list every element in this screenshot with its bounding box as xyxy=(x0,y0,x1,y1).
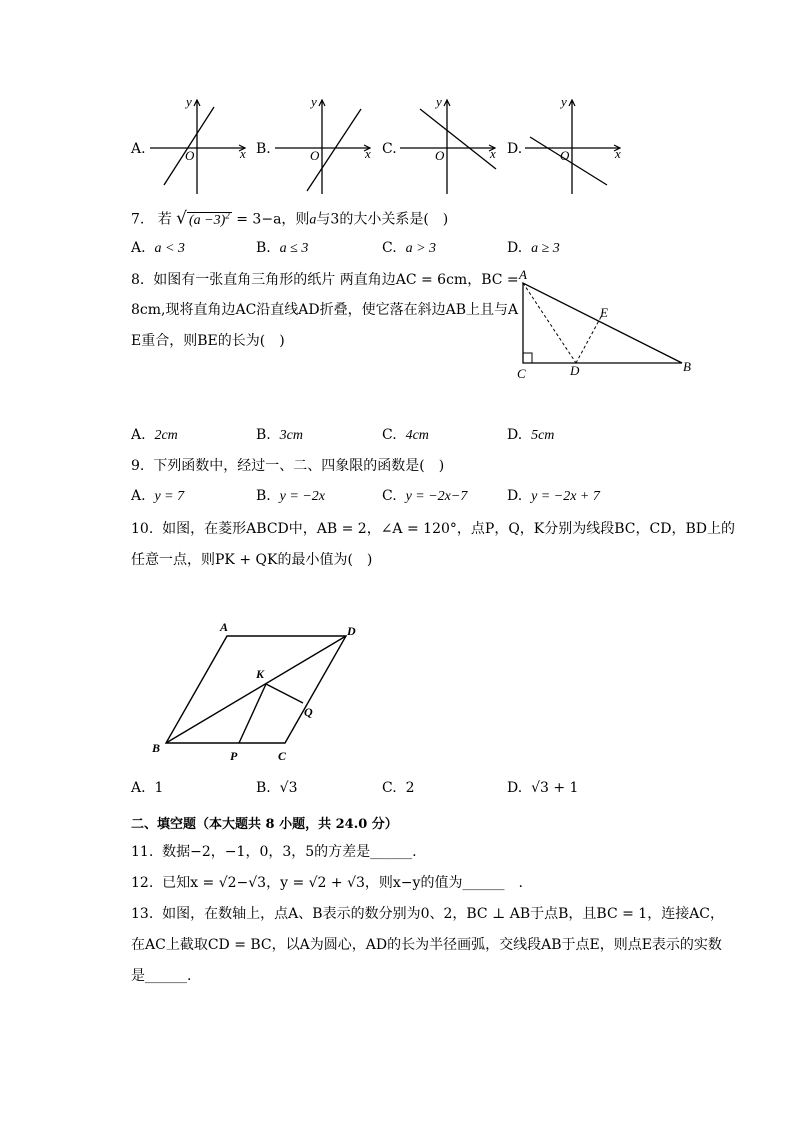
q10-stem-line2: 任意一点，则PK + QK的最小值为( ) xyxy=(131,552,373,568)
q13-stem-line2: 在AC上截取CD = BC，以A为圆心，AD的长为半径画弧，交线段AB于点E，则点E表示的实数 xyxy=(131,937,722,953)
origin-label: O xyxy=(560,148,570,163)
y-axis-label: y xyxy=(186,94,192,109)
label-a: A xyxy=(519,267,527,282)
q10-option-b[interactable]: B. √3 xyxy=(256,780,298,796)
q8-stem-line2: 8cm,现将直角边AC沿直线AD折叠，使它落在斜边AB上且与A xyxy=(131,302,519,318)
q8-stem-line3: E重合，则BE的长为( ) xyxy=(131,333,285,349)
exponent: 2 xyxy=(225,210,230,220)
q9-option-d[interactable]: D. y = −2x + 7 xyxy=(507,488,600,504)
y-axis-label: y xyxy=(311,94,317,109)
q7-number: 7. xyxy=(131,211,145,228)
q10-number: 10. xyxy=(131,521,154,537)
sqrt-radicand: $(a -3)^2$ xyxy=(189,210,230,228)
q12-stem xyxy=(131,873,523,893)
label-d: D xyxy=(347,624,356,638)
q10-option-c[interactable]: C. 2 xyxy=(382,780,415,796)
triangle-acb xyxy=(523,283,682,363)
section-2-title: 二、填空题（本大题共 8 小题，共 24.0 分） xyxy=(131,817,398,832)
q9-option-a[interactable]: A. y = 7 xyxy=(131,488,185,504)
q7-var-a: a xyxy=(309,212,317,228)
q8-number: 8. xyxy=(131,272,145,288)
q8-figure xyxy=(510,265,700,380)
q12-text[interactable]: 已知x = √2−√3，y = √2 + √3，则x−y的值为______ . xyxy=(162,875,523,891)
q13-stem-line3[interactable]: 是______. xyxy=(131,968,192,984)
function-line xyxy=(164,107,214,185)
diagonal-bd xyxy=(166,636,346,743)
q8-option-b[interactable]: B. 3cm xyxy=(256,427,303,443)
q9-stem: 9. 下列函数中，经过一、二、四象限的函数是( ) xyxy=(131,458,445,474)
label-c: C xyxy=(517,366,526,381)
q7-option-d[interactable]: D. a ≥ 3 xyxy=(507,240,560,256)
label-d: D xyxy=(570,363,580,378)
label-b: B xyxy=(152,741,161,755)
q7-text-mid: = 3−a，则 xyxy=(236,211,310,228)
q7-option-b[interactable]: B. a ≤ 3 xyxy=(256,240,309,256)
q9-option-c[interactable]: C. y = −2x−7 xyxy=(382,488,468,504)
q13-number: 13. xyxy=(131,906,154,922)
q9-number: 9. xyxy=(131,458,145,474)
q8-option-a[interactable]: A. 2cm xyxy=(131,427,178,443)
x-axis-label: x xyxy=(615,146,621,161)
q13-stem-line1: 13. 如图，在数轴上，点A、B表示的数分别为0、2，BC ⊥ AB于点B，且BC = 1，连接AC， xyxy=(131,906,725,922)
q12-number: 12. xyxy=(131,875,154,891)
q7-text-pre: 若 xyxy=(157,211,172,228)
q6-option-a-label[interactable]: A. xyxy=(131,141,146,157)
q6-graph-a xyxy=(150,95,250,195)
q11-text[interactable]: 数据−2，−1，0，3，5的方差是______. xyxy=(162,844,417,860)
q6-graph-b xyxy=(275,95,375,195)
q7-stem xyxy=(131,205,448,231)
label-a: A xyxy=(220,620,229,634)
sqrt-expression xyxy=(176,205,232,231)
q7-text-post: 与3的大小关系是( ) xyxy=(316,211,449,228)
x-axis-label: x xyxy=(365,146,371,161)
origin-label: O xyxy=(310,148,320,163)
sqrt-sign-icon: √ xyxy=(176,208,188,229)
q6-graph-c xyxy=(400,95,500,195)
q6-graph-d xyxy=(525,95,625,195)
label-b: B xyxy=(683,359,691,374)
label-k: K xyxy=(256,667,265,681)
q11-stem xyxy=(131,842,417,862)
q10-figure xyxy=(145,615,375,770)
label-e: E xyxy=(600,305,608,320)
q8-option-d[interactable]: D. 5cm xyxy=(507,427,555,443)
q6-option-b-label[interactable]: B. xyxy=(256,141,271,157)
segment-kq xyxy=(266,684,303,703)
q11-number: 11. xyxy=(131,844,154,860)
label-p: P xyxy=(230,749,238,763)
label-q: Q xyxy=(304,705,313,719)
q10-option-a[interactable]: A. 1 xyxy=(131,780,164,796)
q7-option-a[interactable]: A. a < 3 xyxy=(131,240,185,256)
function-line xyxy=(420,109,496,169)
origin-label: O xyxy=(435,148,445,163)
fold-line-de xyxy=(576,315,602,363)
q7-option-c[interactable]: C. a > 3 xyxy=(382,240,437,256)
q10-stem-line1: 10. 如图，在菱形ABCD中，AB = 2，∠A = 120°，点P，Q，K分别为线段BC，CD，BD上的 xyxy=(131,521,735,537)
q8-stem-line1: 8. 如图有一张直角三角形的纸片 两直角边AC = 6cm，BC = xyxy=(131,272,519,288)
q9-option-b[interactable]: B. y = −2x xyxy=(256,488,325,504)
x-axis-label: x xyxy=(490,146,496,161)
q10-option-d[interactable]: D. √3 + 1 xyxy=(507,780,579,796)
q8-option-c[interactable]: C. 4cm xyxy=(382,427,429,443)
fold-line-ad xyxy=(523,283,576,363)
label-c: C xyxy=(278,749,287,763)
origin-label: O xyxy=(185,148,195,163)
y-axis-label: y xyxy=(436,94,442,109)
q6-option-c-label[interactable]: C. xyxy=(382,141,397,157)
segment-kp xyxy=(239,684,266,743)
q6-option-d-label[interactable]: D. xyxy=(507,141,523,157)
x-axis-label: x xyxy=(240,146,246,161)
right-angle-mark xyxy=(523,353,532,363)
y-axis-label: y xyxy=(561,94,567,109)
